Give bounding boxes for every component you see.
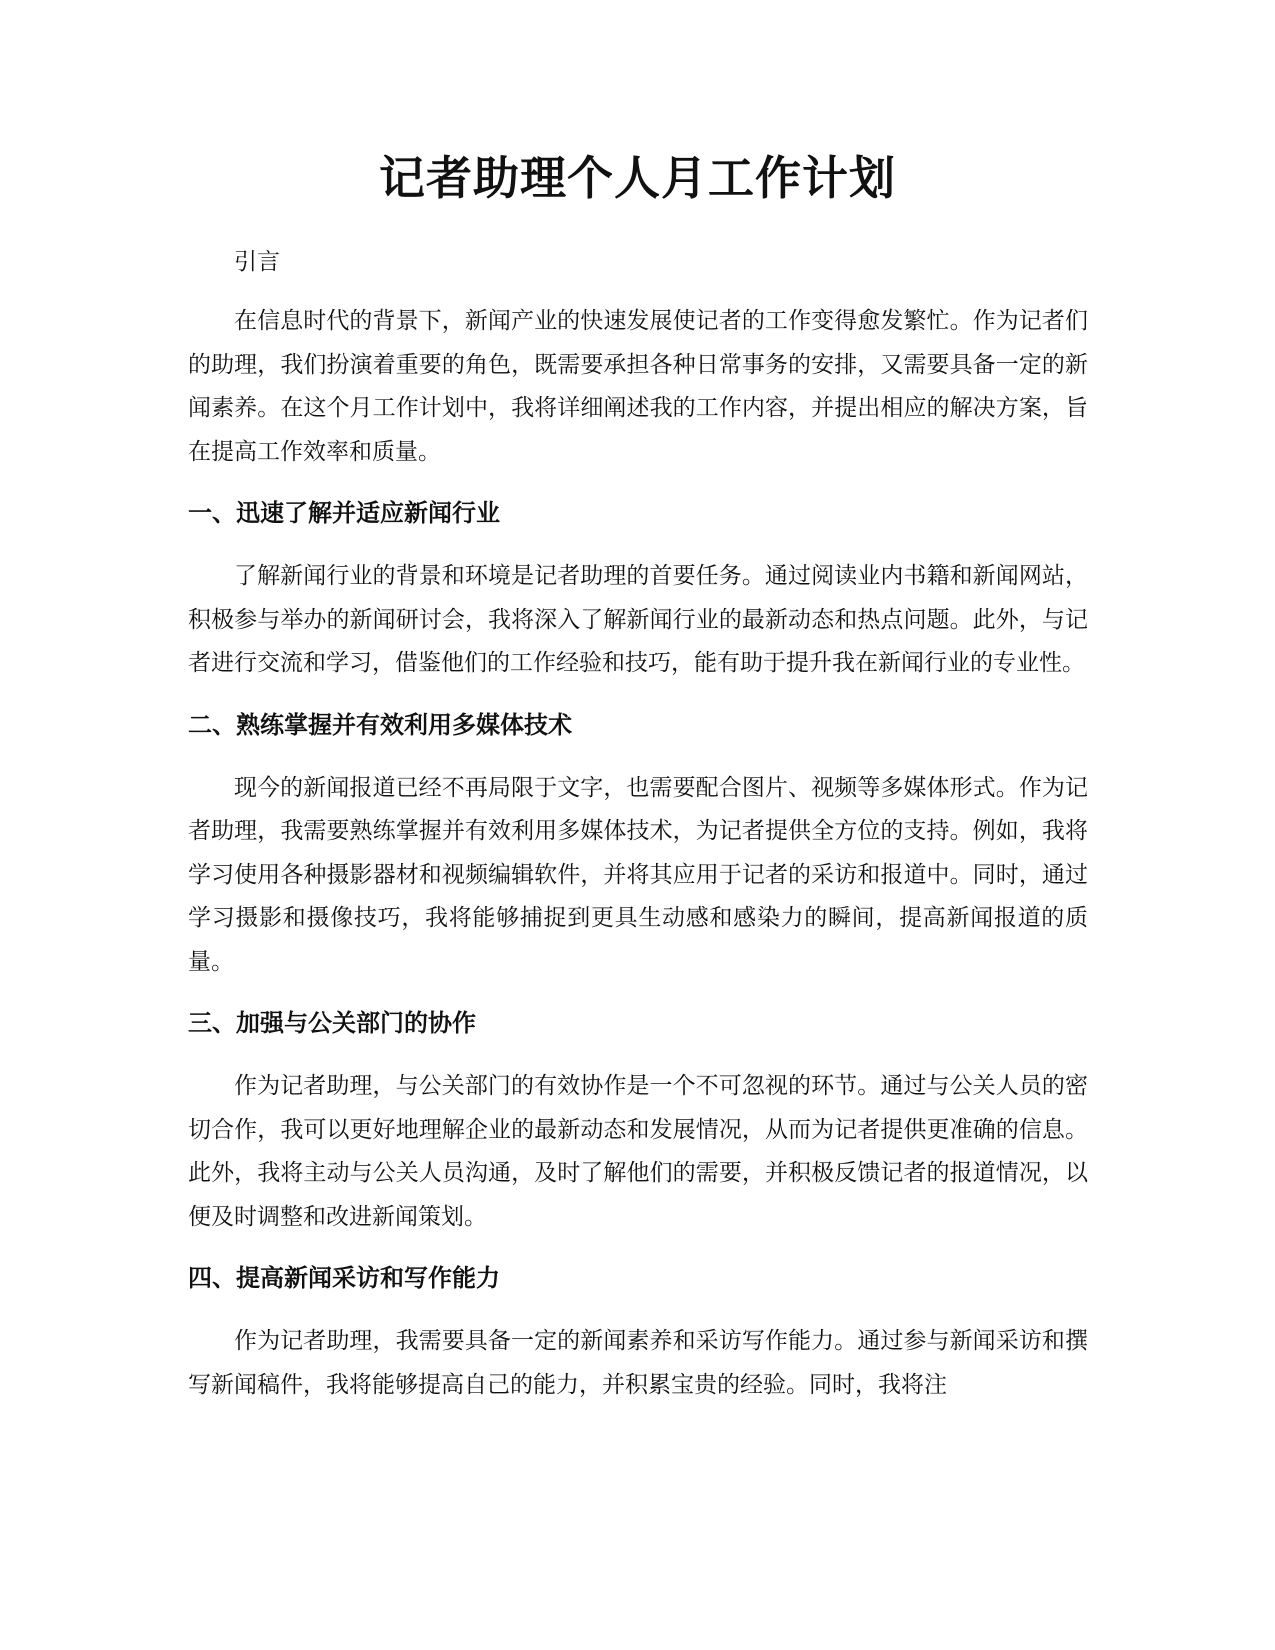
section-body-1: 了解新闻行业的背景和环境是记者助理的首要任务。通过阅读业内书籍和新闻网站，积极参与举办的新闻研讨会，我将深入了解新闻行业的最新动态和热点问题。此外，与记者进行交流和学习，借鉴他们的工作经验和技巧，能有助于提升我在新闻行业的专业性。 bbox=[188, 563, 1088, 676]
section-heading-1: 一、迅速了解并适应新闻行业 bbox=[188, 499, 500, 527]
intro-paragraph: 在信息时代的背景下，新闻产业的快速发展使记者的工作变得愈发繁忙。作为记者们的助理，我们扮演着重要的角色，既需要承担各种日常事务的安排，又需要具备一定的新闻素养。在这个月工作计划中，我将详细阐述我的工作内容，并提出相应的解决方案，旨在提高工作效率和质量。 bbox=[188, 308, 1088, 465]
section-heading-3: 三、加强与公关部门的协作 bbox=[188, 1009, 476, 1037]
section-heading-4: 四、提高新闻采访和写作能力 bbox=[188, 1264, 500, 1292]
section-heading-2: 二、熟练掌握并有效利用多媒体技术 bbox=[188, 710, 572, 739]
section-body-2: 现今的新闻报道已经不再局限于文字，也需要配合图片、视频等多媒体形式。作为记者助理，我需要熟练掌握并有效利用多媒体技术，为记者提供全方位的支持。例如，我将学习使用各种摄影器材和视频编辑软件，并将其应用于记者的采访和报道中。同时，通过学习摄影和摄像技巧，我将能够捕捉到更具生动感和感染力的瞬间，提高新闻报道的质量。 bbox=[188, 774, 1088, 975]
document-title: 记者助理个人月工作计划 bbox=[379, 151, 896, 205]
section-body-3: 作为记者助理，与公关部门的有效协作是一个不可忽视的环节。通过与公关人员的密切合作，我可以更好地理解企业的最新动态和发展情况，从而为记者提供更准确的信息。此外，我将主动与公关人员沟通，及时了解他们的需要，并积极反馈记者的报道情况，以便及时调整和改进新闻策划。 bbox=[188, 1073, 1088, 1230]
section-body-4: 作为记者助理，我需要具备一定的新闻素养和采访写作能力。通过参与新闻采访和撰写新闻稿件，我将能够提高自己的能力，并积累宝贵的经验。同时，我将注 bbox=[188, 1328, 1088, 1398]
document-body bbox=[188, 240, 1088, 1424]
intro-label: 引言 bbox=[234, 249, 280, 275]
